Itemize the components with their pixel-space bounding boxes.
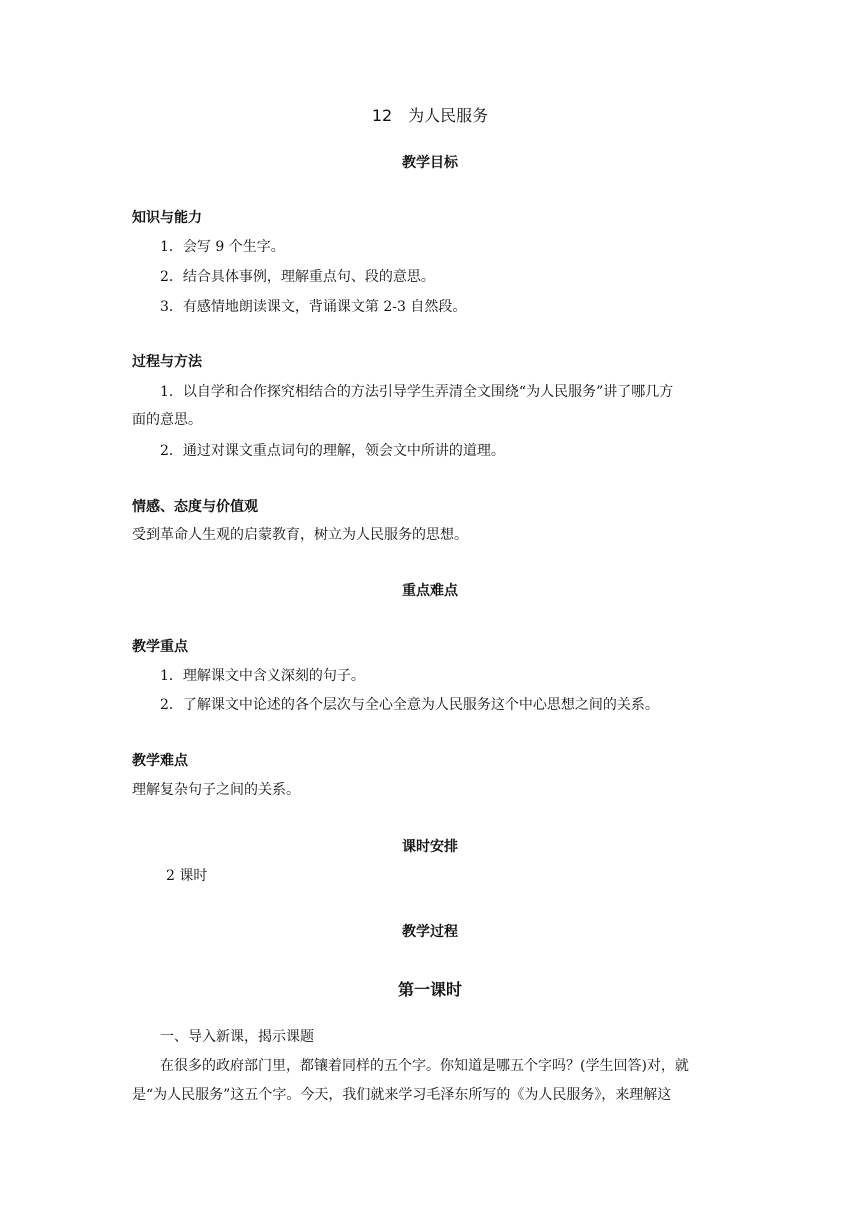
schedule-heading: 课时安排 [402, 839, 458, 855]
difficulty-heading: 教学难点 [132, 753, 188, 769]
difficulty-text: 理解复杂句子之间的关系。 [132, 782, 300, 798]
key-heading: 重点难点 [402, 583, 458, 599]
lesson1-paragraph-line-1: 在很多的政府部门里，都镶着同样的五个字。你知道是哪五个字吗？(学生回答)对，就 [160, 1058, 689, 1074]
lesson1-section-1: 一、导入新课，揭示课题 [160, 1029, 314, 1045]
key-point-2: 2．了解课文中论述的各个层次与全心全意为人民服务这个中心思想之间的关系。 [160, 697, 659, 713]
knowledge-heading: 知识与能力 [132, 210, 202, 226]
process-item-2: 2．通过对课文重点词句的理解，领会文中所讲的道理。 [160, 443, 505, 459]
lesson1-paragraph-line-2: 是“为人民服务”这五个字。今天，我们就来学习毛泽东所写的《为人民服务》，来理解这 [132, 1087, 672, 1103]
emotion-heading: 情感、态度与价值观 [132, 499, 258, 515]
lesson-title: 12 为人民服务 [371, 106, 489, 125]
knowledge-item-1: 1．会写 9 个生字。 [160, 239, 285, 255]
process-heading: 过程与方法 [132, 354, 202, 370]
objectives-heading: 教学目标 [402, 155, 458, 171]
knowledge-item-2: 2．结合具体事例，理解重点句、段的意思。 [160, 269, 435, 285]
process-item-1-line-2: 面的意思。 [132, 412, 202, 428]
lesson1-heading: 第一课时 [397, 980, 462, 999]
process-main-heading: 教学过程 [402, 924, 458, 940]
schedule-text: 2 课时 [166, 868, 208, 884]
process-item-1-line-1: 1．以自学和合作探究相结合的方法引导学生弄清全文围绕“为人民服务”讲了哪几方 [160, 384, 674, 400]
emotion-text: 受到革命人生观的启蒙教育，树立为人民服务的思想。 [132, 527, 468, 543]
key-point-1: 1．理解课文中含义深刻的句子。 [160, 668, 365, 684]
key-points-heading: 教学重点 [132, 639, 188, 655]
knowledge-item-3: 3．有感情地朗读课文，背诵课文第 2-3 自然段。 [160, 299, 467, 315]
